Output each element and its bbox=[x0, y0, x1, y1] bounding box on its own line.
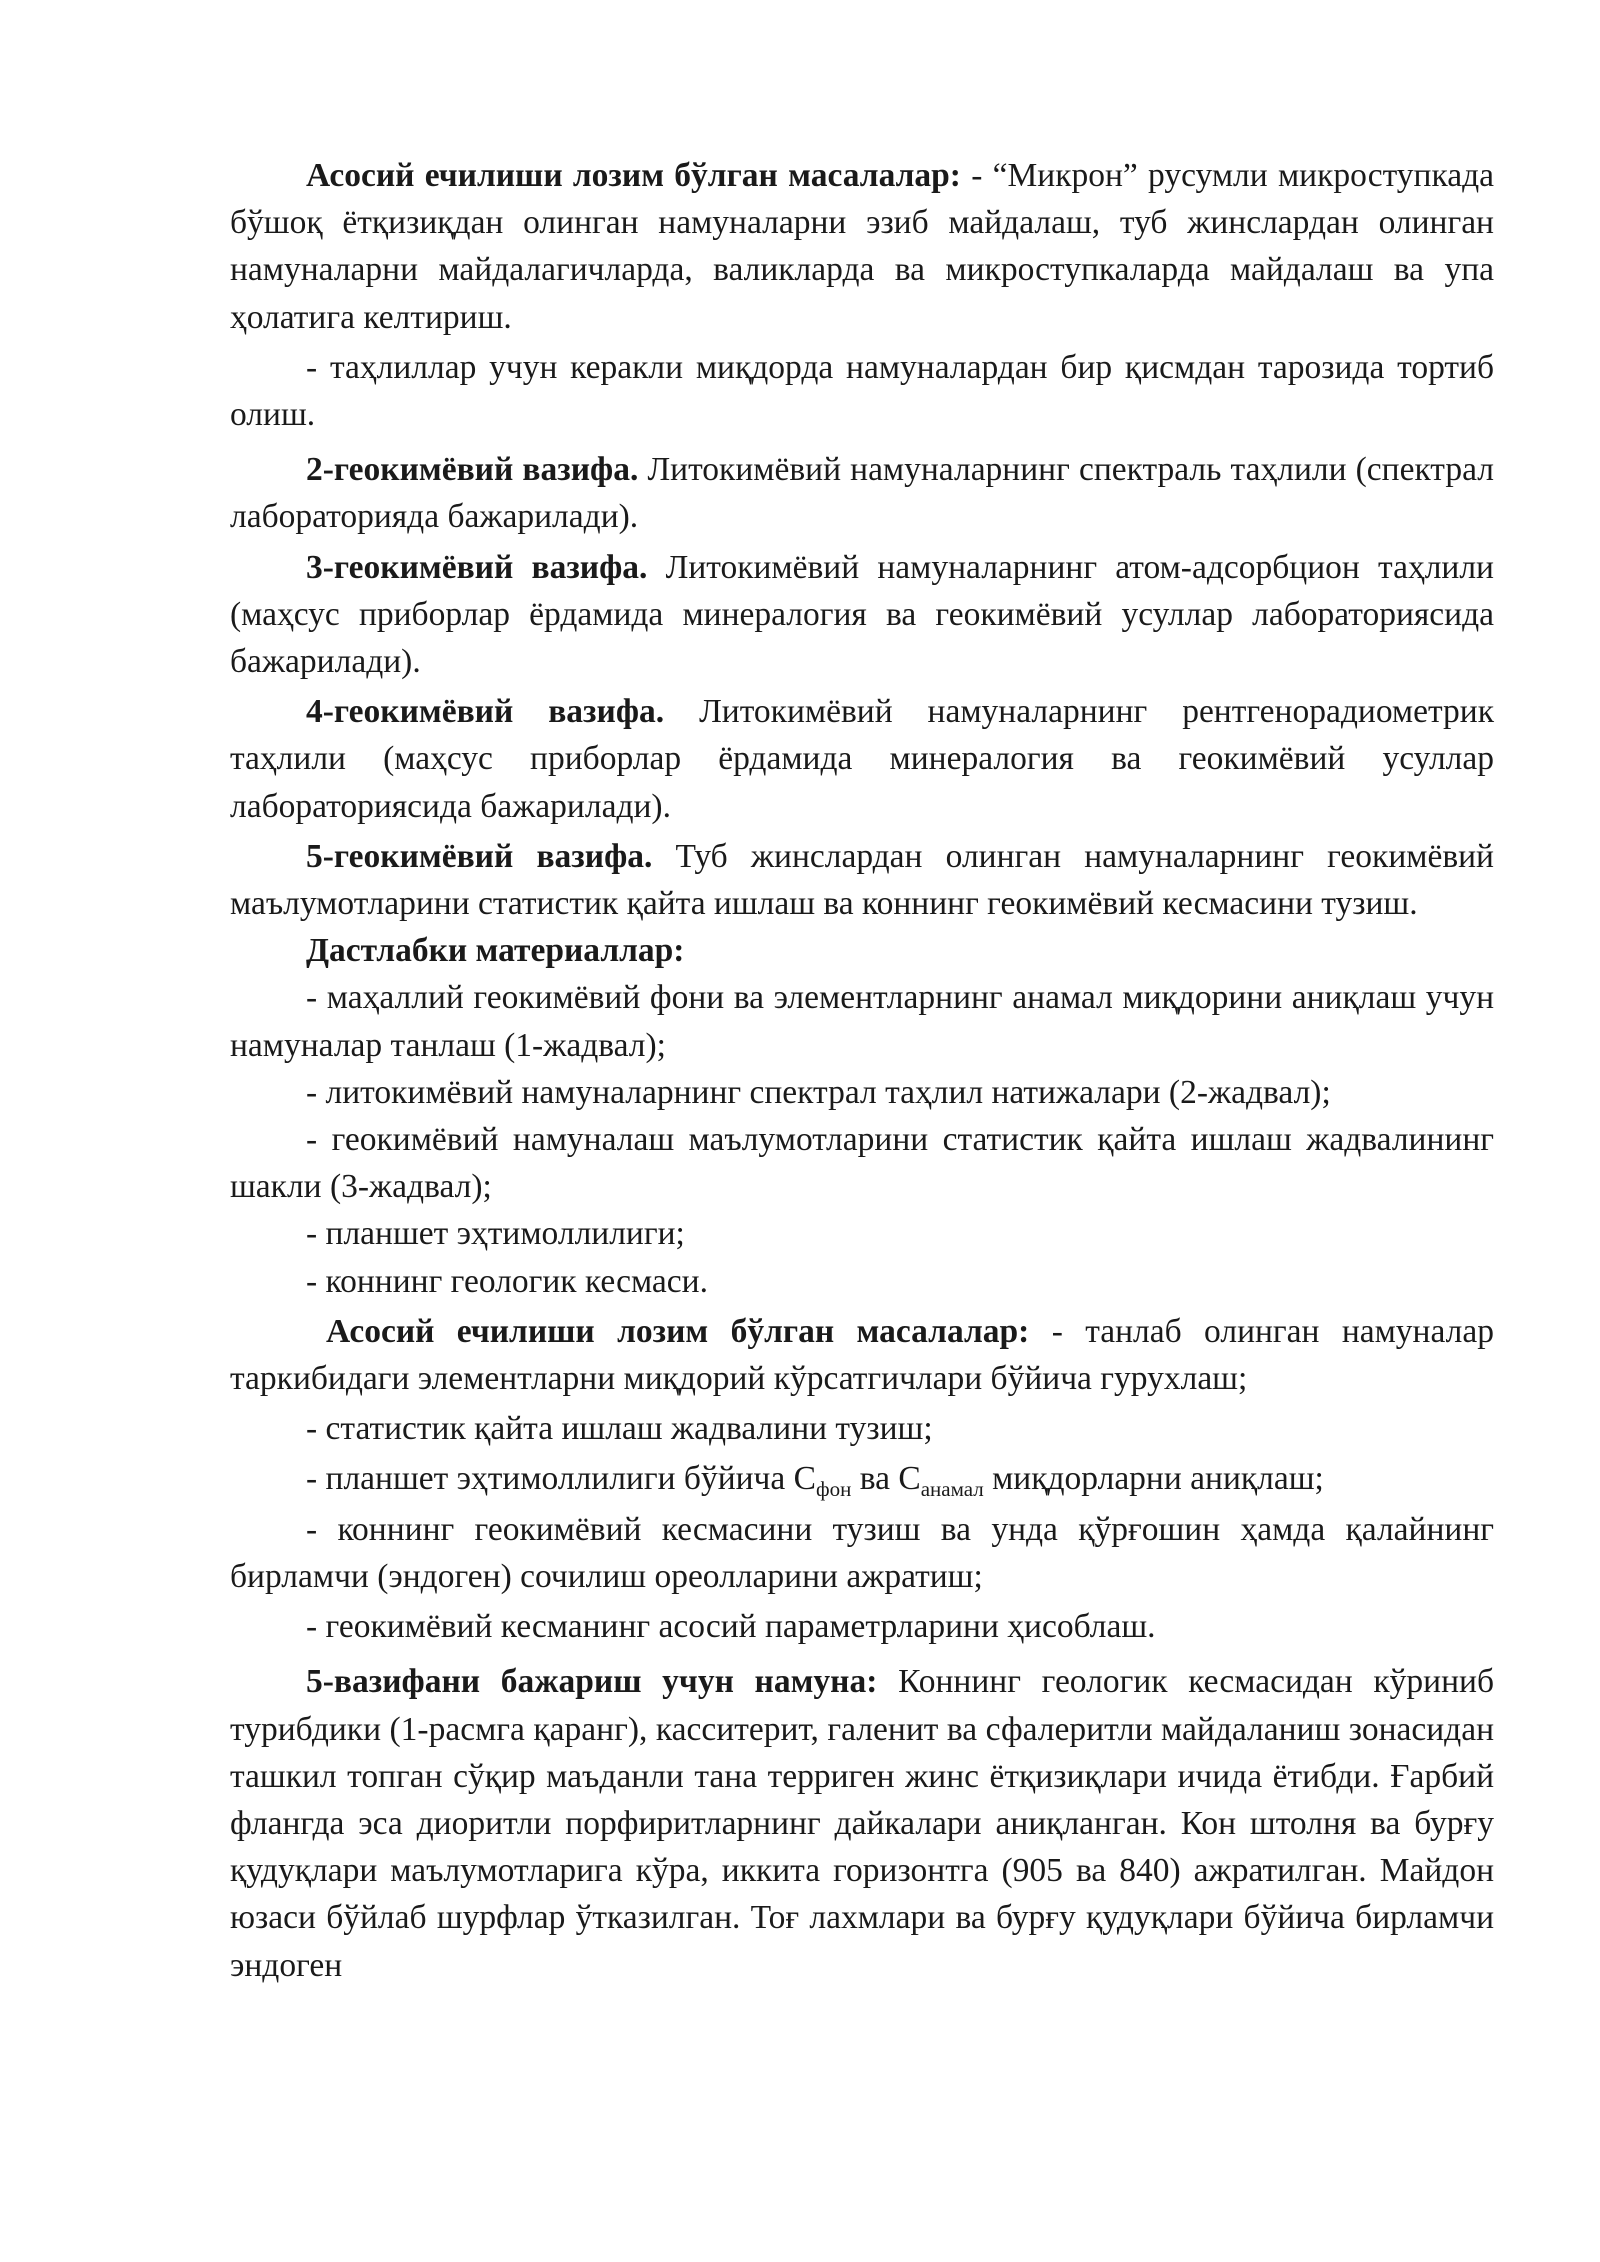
list-item-material-5: - коннинг геологик кесмаси. bbox=[306, 1262, 708, 1300]
heading-main-tasks: Асосий ечилиши лозим бўлган масалалар: bbox=[306, 157, 961, 194]
task-b-text-3: миқдорларни аниқлаш; bbox=[983, 1460, 1324, 1498]
paragraph-sample bbox=[230, 1658, 1494, 1988]
list-item-material-3: - геокимёвий намуналаш маълумотларини статистик қайта ишлаш жадвалининг шакли (3-жадвал); bbox=[230, 1121, 1494, 1206]
paragraph-task-2 bbox=[230, 446, 1494, 540]
list-item-material-4: - планшет эҳтимоллилиги; bbox=[306, 1215, 685, 1253]
task-4-text: Литокимёвий намуналарнинг рентгенорадиометрик таҳлили (маҳсус приборлар ёрдамида минералогия ва геокимёвий усуллар лабораториясида бажарилади). bbox=[230, 693, 1494, 825]
paragraph-main-tasks bbox=[230, 152, 1494, 341]
list-item-material-2: - литокимёвий намуналарнинг спектрал таҳлил натижалари (2-жадвал); bbox=[306, 1073, 1331, 1111]
heading-main-tasks-2: Асосий ечилиши лозим бўлган масалалар: bbox=[326, 1312, 1030, 1350]
paragraph-task-3 bbox=[230, 544, 1494, 686]
task-3-text: Литокимёвий намуналарнинг атом-адсорбцион таҳлили (маҳсус приборлар ёрдамида минералогия ва геокимёвий усуллар лабораториясида бажарилади). bbox=[230, 548, 1494, 681]
paragraph-task-4 bbox=[230, 688, 1494, 830]
task-b-text-1: - планшет эҳтимоллилиги бўйича С bbox=[306, 1460, 816, 1498]
heading-task-2: 2-геокимёвий вазифа. bbox=[306, 451, 639, 489]
list-item-material-1: - маҳаллий геокимёвий фони ва элементларнинг анамал миқдорини аниқлаш учун намуналар танлаш (1-жадвал); bbox=[230, 979, 1494, 1064]
sample-text: Коннинг геологик кесмасидан кўриниб турибдики (1-расмга қаранг), касситерит, галенит ва сфалеритли майдаланиш зонасидан ташкил топган сўқир маъданли тана терриген жинс ётқизиқлари ичида ётибди. Ғарбий флангда эса диоритли порфиритларнинг дайкалари аниқланган. Кон штолня ва бурғу қудуқлари маълумотларига кўра, иккита горизонтга (905 ва 840) ажратилган. Майдон юзаси бўйлаб шурфлар ўтказилган. Тоғ лахмлари ва бурғу қудуқлари бўйича бирламчи эндоген bbox=[230, 1663, 1494, 1984]
heading-task-5: 5-геокимёвий вазифа. bbox=[306, 837, 653, 875]
subscript-anamal: анамал bbox=[920, 1477, 984, 1502]
list-item-task-c: - коннинг геокимёвий кесмасини тузиш ва унда қўрғошин ҳамда қалайнинг бирламчи (эндоген) сочилиш ореолларини ажратиш; bbox=[230, 1510, 1494, 1595]
task-b-text-2: ва С bbox=[851, 1460, 921, 1498]
list-item-task-a: - статистик қайта ишлаш жадвалини тузиш; bbox=[306, 1410, 933, 1448]
list-item-task-d: - геокимёвий кесманинг асосий параметрларини ҳисоблаш. bbox=[306, 1608, 1156, 1646]
paragraph-main-tasks-2-text: - танлаб олинган намуналар таркибидаги элементларни миқдорий кўрсатгичлари бўйича гурухлаш; bbox=[230, 1312, 1494, 1398]
heading-sample: 5-вазифани бажариш учун намуна: bbox=[306, 1663, 878, 1701]
document-page bbox=[230, 152, 1494, 1989]
subscript-fon: фон bbox=[816, 1477, 852, 1502]
heading-initial-materials: Дастлабки материаллар: bbox=[306, 932, 685, 970]
paragraph-main-tasks-2 bbox=[230, 1308, 1494, 1402]
paragraph-task-5 bbox=[230, 833, 1494, 927]
heading-task-4: 4-геокимёвий вазифа. bbox=[306, 693, 665, 731]
heading-task-3: 3-геокимёвий вазифа. bbox=[306, 548, 648, 586]
paragraph-weighing: - таҳлиллар учун керакли миқдорда намуналардан бир қисмдан тарозида тортиб олиш. bbox=[230, 348, 1494, 434]
task-5-text: Туб жинслардан олинган намуналарнинг геокимёвий маълумотларини статистик қайта ишлаш ва коннинг геокимёвий кесмасини тузиш. bbox=[230, 837, 1494, 923]
task-2-text: Литокимёвий намуналарнинг спектраль таҳлили (спектрал лабораторияда бажарилади). bbox=[230, 451, 1494, 536]
list-item-task-b bbox=[230, 1455, 1494, 1502]
paragraph-main-tasks-text: - “Микрон” русумли микроступкада бўшоқ ётқизиқдан олинган намуналарни эзиб майдалаш, туб жинслардан олинган намуналарни майдалагичларда, валикларда ва микроступкаларда майдалаш ва упа ҳолатига келтириш. bbox=[230, 157, 1494, 336]
